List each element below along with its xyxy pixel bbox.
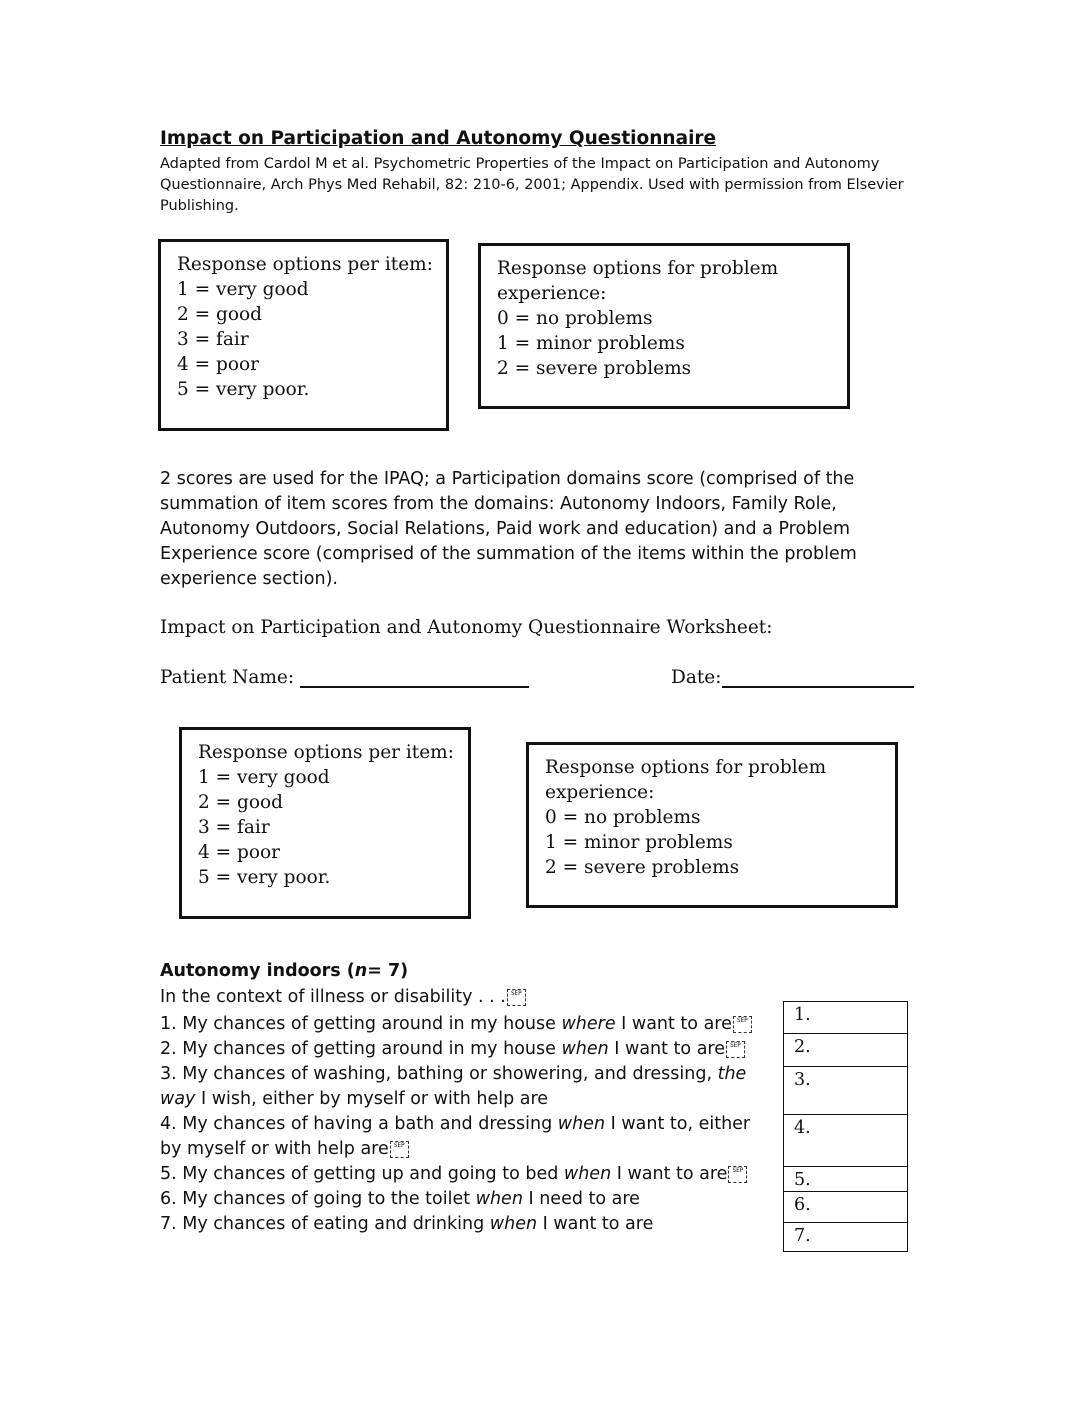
response-option: 3 = fair	[198, 817, 270, 838]
answer-table	[783, 1001, 908, 1252]
sep-glyph-icon: SEP	[733, 1016, 752, 1033]
question-text: I wish, either by myself or with help are	[195, 1089, 549, 1109]
date-field[interactable]	[722, 686, 914, 688]
response-options-heading: Response options per item:	[177, 254, 433, 275]
problem-options-heading-cont: experience:	[545, 782, 655, 803]
problem-option: 1 = minor problems	[545, 832, 733, 853]
problem-option: 0 = no problems	[497, 308, 653, 329]
answer-cell[interactable]: 5.	[784, 1167, 907, 1192]
problem-options-heading-cont: experience:	[497, 283, 607, 304]
response-options-problem-box	[526, 742, 898, 908]
sep-glyph-icon: SEP	[507, 989, 526, 1006]
response-option: 4 = poor	[198, 842, 280, 863]
problem-options-heading: Response options for problem	[545, 757, 827, 778]
section-heading	[160, 961, 408, 981]
section-heading-suffix: = 7)	[367, 961, 409, 981]
response-option: 1 = very good	[177, 279, 309, 300]
question-text: 2. My chances of getting around in my house	[160, 1039, 562, 1059]
question-item	[160, 1212, 770, 1237]
scores-description: 2 scores are used for the IPAQ; a Participation domains score (comprised of the summation of item scores from the domains: Autonomy Indoors, Family Role, Autonomy Outdoors, Social Relations, Paid work and education) and a Problem Experience score (comprised of the summation of the items within the problem experience section).	[160, 469, 857, 589]
question-text: 6. My chances of going to the toilet	[160, 1189, 476, 1209]
response-option: 5 = very poor.	[198, 867, 331, 888]
problem-option: 2 = severe problems	[545, 857, 740, 878]
document-title: Impact on Participation and Autonomy Questionnaire	[160, 128, 717, 149]
citation-text: Adapted from Cardol M et al. Psychometric Properties of the Impact on Participation and Autonomy Questionnaire, Arch Phys Med Rehabil, 82: 210-6, 2001; Appendix. Used with permission from Elsevier Publishing.	[160, 156, 904, 214]
section-heading-prefix: Autonomy indoors (	[160, 961, 355, 981]
question-item	[160, 1037, 770, 1062]
question-text: 7. My chances of eating and drinking	[160, 1214, 490, 1234]
response-option: 5 = very poor.	[177, 379, 310, 400]
response-options-problem-box	[478, 243, 850, 409]
response-option: 2 = good	[177, 304, 262, 325]
sep-glyph-icon: SEP	[728, 1166, 747, 1183]
answer-cell[interactable]: 6.	[784, 1192, 907, 1223]
problem-option: 1 = minor problems	[497, 333, 685, 354]
section-heading-n: n	[354, 961, 368, 981]
answer-cell[interactable]: 3.	[784, 1067, 907, 1115]
worksheet-title: Impact on Participation and Autonomy Questionnaire Worksheet:	[160, 617, 773, 638]
patient-name-field[interactable]	[300, 686, 529, 688]
question-item	[160, 1112, 770, 1162]
response-option: 1 = very good	[198, 767, 330, 788]
response-option: 2 = good	[198, 792, 283, 813]
response-options-item-box	[179, 727, 471, 919]
answer-cell[interactable]: 4.	[784, 1115, 907, 1167]
question-emphasis: where	[561, 1014, 616, 1034]
question-emphasis: when	[557, 1114, 606, 1134]
problem-options-heading: Response options for problem	[497, 258, 779, 279]
response-options-item-box	[158, 239, 449, 431]
date-label: Date:	[671, 667, 722, 688]
question-text: 4. My chances of having a bath and dressing	[160, 1114, 558, 1134]
question-emphasis: when	[561, 1039, 609, 1059]
response-option: 4 = poor	[177, 354, 259, 375]
response-options-heading: Response options per item:	[198, 742, 454, 763]
question-emphasis: when	[475, 1189, 523, 1209]
answer-cell[interactable]: 2.	[784, 1034, 907, 1067]
question-emphasis: when	[563, 1164, 612, 1184]
question-text: 3. My chances of washing, bathing or showering, and dressing,	[160, 1064, 718, 1084]
question-item	[160, 1187, 770, 1212]
context-line	[160, 987, 526, 1007]
answer-cell[interactable]: 1.	[784, 1002, 907, 1034]
problem-option: 0 = no problems	[545, 807, 701, 828]
question-text: I need to are	[522, 1189, 640, 1209]
question-emphasis: the way	[160, 1064, 747, 1109]
sep-glyph-icon: SEP	[390, 1141, 409, 1158]
question-text: I want to are	[615, 1014, 732, 1034]
sep-glyph-icon: SEP	[726, 1041, 745, 1058]
question-text: I want to are	[611, 1164, 728, 1184]
question-item	[160, 1012, 770, 1037]
question-text: I want to are	[608, 1039, 725, 1059]
patient-name-label: Patient Name:	[160, 667, 295, 688]
question-text: 5. My chances of getting up and going to bed	[160, 1164, 564, 1184]
context-text: In the context of illness or disability . . .	[160, 987, 506, 1007]
answer-cell[interactable]: 7.	[794, 1226, 811, 1246]
response-option: 3 = fair	[177, 329, 249, 350]
question-text: 1. My chances of getting around in my house	[160, 1014, 562, 1034]
question-emphasis: when	[489, 1214, 538, 1234]
question-item	[160, 1062, 770, 1112]
question-text: I want to, either by myself or with help are	[160, 1114, 751, 1159]
question-item	[160, 1162, 770, 1187]
question-text: I want to are	[537, 1214, 654, 1234]
problem-option: 2 = severe problems	[497, 358, 692, 379]
